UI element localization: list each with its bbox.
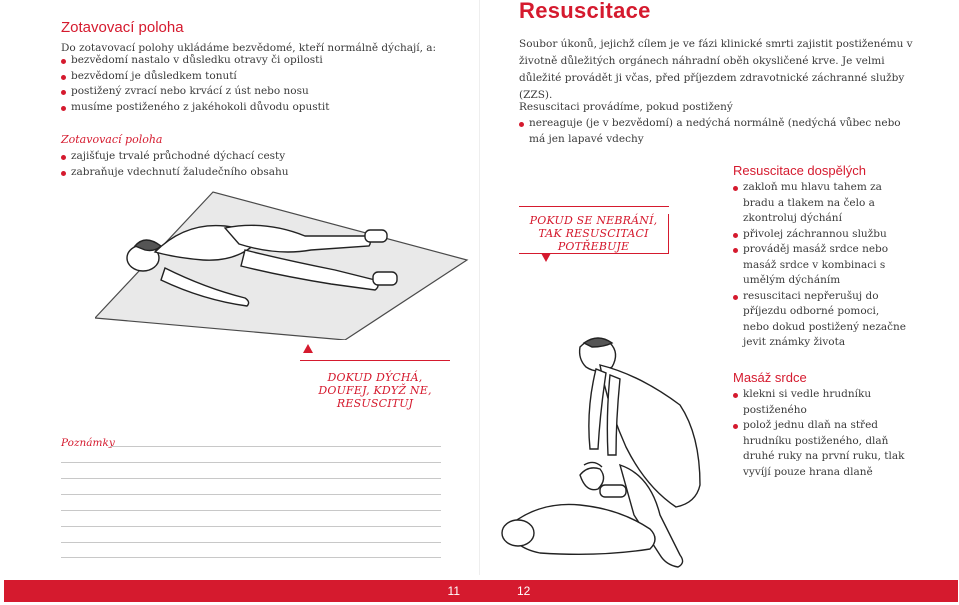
note-line[interactable] [61, 462, 441, 463]
callout-border [519, 206, 669, 207]
page-number: 11 [447, 584, 460, 598]
callout-pointer [303, 344, 313, 353]
footer-bar [480, 580, 958, 602]
list-item: klekni si vedle hrudníku postiženého [733, 387, 908, 418]
list-item: zabraňuje vdechnutí žaludečního obsahu [61, 165, 461, 181]
note-line[interactable] [110, 446, 441, 447]
list-item: polož jednu dlaň na střed hrudníku postiženého, dlaň druhé ruky na první ruku, tlak vyvíjí pouze hrana dlaně [733, 418, 908, 480]
right-page [480, 0, 959, 605]
page-number: 12 [517, 584, 531, 598]
list-item: bezvědomí je důsledkem tonutí [61, 69, 461, 85]
cpr-when-intro: Resuscitaci provádíme, pokud postižený [519, 101, 733, 113]
list-item: musíme postiženého z jakéhokoli důvodu opustit [61, 100, 461, 116]
recovery-position-illustration [95, 190, 470, 340]
recovery-subheading: Zotavovací poloha [61, 133, 163, 146]
footer-bar [4, 580, 480, 602]
list-item: zajišťuje trvalé průchodné dýchací cesty [61, 149, 461, 165]
note-line[interactable] [61, 557, 441, 558]
recovery-purpose-list [61, 149, 461, 180]
chest-compression-illustration [500, 325, 740, 575]
adult-cpr-title: Resuscitace dospělých [733, 163, 866, 178]
note-line[interactable] [61, 494, 441, 495]
list-item: postižený zvrací nebo krvácí z úst nebo nosu [61, 84, 461, 100]
cpr-title: Resuscitace [519, 0, 651, 23]
heart-massage-steps [733, 387, 908, 480]
recovery-position-title: Zotavovací poloha [61, 19, 184, 36]
callout-pointer [541, 253, 551, 262]
recovery-conditions-list [61, 53, 461, 115]
note-line[interactable] [61, 510, 441, 511]
heart-massage-title: Masáž srdce [733, 370, 807, 385]
cpr-when-list [519, 116, 914, 147]
list-item: resuscitaci nepřerušuj do příjezdu odborné pomoci, nebo dokud postižený nezačne jevit známky života [733, 289, 908, 351]
note-line[interactable] [61, 478, 441, 479]
recovery-intro: Do zotavovací polohy ukládáme bezvědomé, kteří normálně dýchají, a: [61, 42, 437, 54]
list-item: nereaguje (je v bezvědomí) a nedýchá normálně (nedýchá vůbec nebo má jen lapavé vdechy [519, 116, 914, 147]
note-line[interactable] [61, 526, 441, 527]
notes-label: Poznámky [61, 437, 115, 449]
note-line[interactable] [61, 542, 441, 543]
list-item: zakloň mu hlavu tahem za bradu a tlakem na čelo a zkontroluj dýchání [733, 180, 908, 227]
adult-cpr-steps [733, 180, 908, 351]
list-item: přivolej záchrannou službu [733, 227, 908, 243]
cpr-callout: POKUD SE NEBRÁNÍ, TAK RESUSCITACI POTŘEBUJE [519, 214, 669, 254]
breathing-callout: DOKUD DÝCHÁ, DOUFEJ, KDYŽ NE, RESUSCITUJ [300, 360, 450, 410]
list-item: prováděj masáž srdce nebo masáž srdce v kombinaci s umělým dýcháním [733, 242, 908, 289]
cpr-definition: Soubor úkonů, jejichž cílem je ve fázi klinické smrti zajistit postiženému v životně důležitých orgánech náhradní oběh okysličené krve. Je velmi důležité provádět ji včas, před příjezdem zdravotnické záchranné služby (ZZS). [519, 38, 913, 101]
list-item: bezvědomí nastalo v důsledku otravy či opilosti [61, 53, 461, 69]
left-page [0, 0, 479, 605]
